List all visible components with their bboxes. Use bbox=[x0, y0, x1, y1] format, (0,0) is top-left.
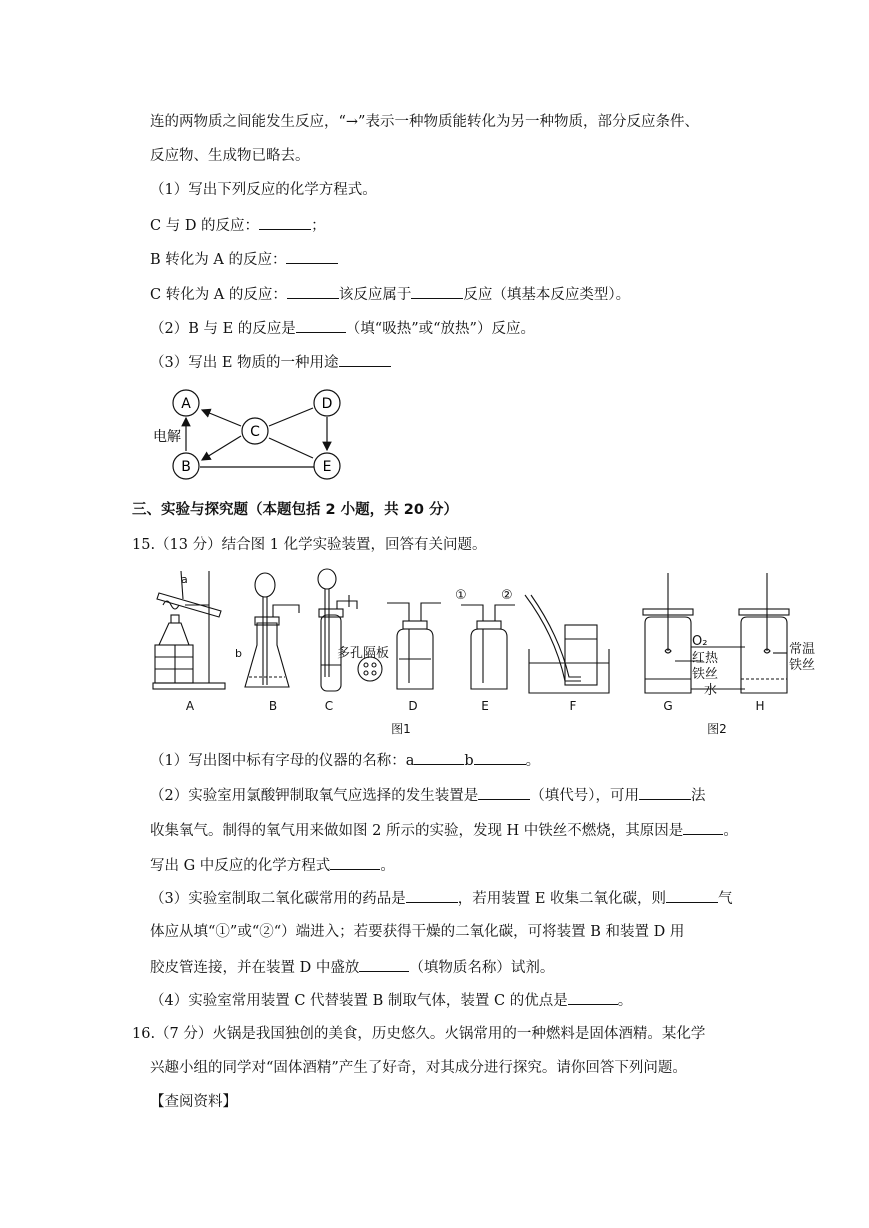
label-porous-plate: 多孔隔板 bbox=[337, 646, 390, 661]
label-c: C bbox=[324, 699, 334, 713]
answer-blank[interactable] bbox=[639, 785, 691, 800]
q16-line-2: 兴趣小组的同学对“固体酒精”产生了好奇，对其成分进行探究。请你回答下列问题。 bbox=[150, 1060, 687, 1076]
label-g: G bbox=[663, 699, 673, 713]
label-d: D bbox=[408, 699, 418, 713]
label-water: 水 bbox=[704, 683, 718, 698]
q15-part-3-cont: 体应从填“①”或“②“）端进入；若要获得干燥的二氧化碳，可将装置 B 和装置 D 用 bbox=[150, 924, 685, 940]
q15-part-3-cont2: 胶皮管连接，并在装置 D 中盛放 （填物质名称）试剂。 bbox=[150, 957, 554, 978]
q15-part-3: （3）实验室制取二氧化碳常用的药品是 ，若用装置 E 收集二氧化碳，则 气 bbox=[150, 888, 733, 909]
question-15-heading: 15.（13 分）结合图 1 化学实验装置，回答有关问题。 bbox=[132, 537, 487, 553]
node-a bbox=[173, 390, 199, 416]
svg-text:A: A bbox=[181, 396, 191, 412]
q15-part-4: （4）实验室常用装置 C 代替装置 B 制取气体，装置 C 的优点是 。 bbox=[150, 990, 632, 1011]
question-part-2: （2）B 与 E 的反应是 （填“吸热”或“放热”）反应。 bbox=[150, 318, 535, 339]
answer-blank[interactable] bbox=[359, 957, 409, 972]
answer-line-b-a: B 转化为 A 的反应： bbox=[150, 249, 338, 270]
answer-blank[interactable] bbox=[568, 990, 618, 1005]
q15-part-1: （1）写出图中标有字母的仪器的名称：a b 。 bbox=[150, 750, 540, 771]
figure-1-caption: 图1 bbox=[391, 722, 411, 736]
answer-blank[interactable] bbox=[406, 888, 458, 903]
label-e: E bbox=[481, 699, 489, 713]
answer-blank[interactable] bbox=[286, 249, 338, 264]
mark-a: a bbox=[181, 573, 188, 586]
label-room-wire-2: 铁丝 bbox=[789, 658, 816, 673]
answer-blank[interactable] bbox=[259, 215, 311, 230]
answer-blank[interactable] bbox=[474, 750, 526, 765]
label-room-wire-1: 常温 bbox=[789, 642, 816, 657]
answer-blank[interactable] bbox=[414, 750, 464, 765]
port-2: ② bbox=[501, 588, 513, 603]
answer-blank[interactable] bbox=[296, 318, 346, 333]
edge-label-electrolysis: 电解 bbox=[153, 429, 181, 445]
line-c-d bbox=[269, 408, 313, 426]
label-f: F bbox=[569, 699, 577, 713]
relationship-diagram bbox=[145, 382, 365, 487]
apparatus-f bbox=[525, 595, 609, 693]
arrow-c-to-b bbox=[202, 436, 241, 460]
answer-blank[interactable] bbox=[666, 888, 718, 903]
apparatus-a bbox=[153, 571, 225, 689]
q15-part-2-eq: 写出 G 中反应的化学方程式 。 bbox=[150, 855, 395, 876]
answer-blank[interactable] bbox=[683, 820, 723, 835]
label-hot-wire-1: 红热 bbox=[692, 651, 719, 666]
svg-text:C: C bbox=[250, 424, 260, 440]
apparatus-b bbox=[235, 573, 299, 687]
question-part-1: （1）写出下列反应的化学方程式。 bbox=[150, 182, 377, 198]
answer-blank[interactable] bbox=[478, 785, 530, 800]
port-1: ① bbox=[455, 588, 467, 603]
answer-line-c-a: C 转化为 A 的反应： 该反应属于 反应（填基本反应类型）。 bbox=[150, 284, 630, 305]
svg-text:D: D bbox=[321, 396, 333, 412]
q15-part-2-cont: 收集氧气。制得的氧气用来做如图 2 所示的实验，发现 H 中铁丝不燃烧，其原因是 。 bbox=[150, 820, 738, 841]
node-d bbox=[314, 390, 340, 416]
label-hot-wire-2: 铁丝 bbox=[692, 667, 719, 682]
label-o2: O₂ bbox=[692, 634, 708, 649]
question-part-3: （3）写出 E 物质的一种用途 bbox=[150, 352, 391, 373]
svg-text:E: E bbox=[322, 459, 332, 475]
label-h: H bbox=[755, 699, 765, 713]
apparatus-e bbox=[455, 588, 515, 689]
question-16-heading: 16.（7 分）火锅是我国独创的美食，历史悠久。火锅常用的一种燃料是固体酒精。某化学 bbox=[132, 1026, 706, 1042]
arrow-c-to-a bbox=[202, 410, 241, 426]
apparatus-d bbox=[387, 603, 441, 689]
figure-2-caption: 图2 bbox=[707, 722, 727, 736]
node-c bbox=[242, 418, 268, 444]
line-c-e bbox=[269, 438, 313, 458]
label-b: B bbox=[268, 699, 278, 713]
q16-section-heading: 【查阅资料】 bbox=[150, 1094, 237, 1110]
node-e bbox=[314, 453, 340, 479]
answer-blank[interactable] bbox=[411, 284, 463, 299]
answer-line-c-d: C 与 D 的反应： ； bbox=[150, 215, 326, 236]
apparatus-h bbox=[739, 573, 789, 693]
node-b bbox=[173, 453, 199, 479]
answer-blank[interactable] bbox=[339, 352, 391, 367]
q15-part-2: （2）实验室用氯酸钾制取氧气应选择的发生装置是 （填代号），可用 法 bbox=[150, 785, 705, 806]
text-line: 反应物、生成物已略去。 bbox=[150, 148, 310, 164]
answer-blank[interactable] bbox=[287, 284, 339, 299]
label-a: A bbox=[185, 699, 195, 713]
apparatus-figure bbox=[145, 565, 825, 745]
mark-b: b bbox=[235, 647, 242, 660]
text-line: 连的两物质之间能发生反应，“→”表示一种物质能转化为另一种物质，部分反应条件、 bbox=[150, 114, 699, 130]
answer-blank[interactable] bbox=[330, 855, 380, 870]
section-heading: 三、实验与探究题（本题包括 2 小题，共 20 分） bbox=[132, 502, 458, 518]
apparatus-c bbox=[318, 569, 389, 691]
svg-text:B: B bbox=[181, 459, 191, 475]
